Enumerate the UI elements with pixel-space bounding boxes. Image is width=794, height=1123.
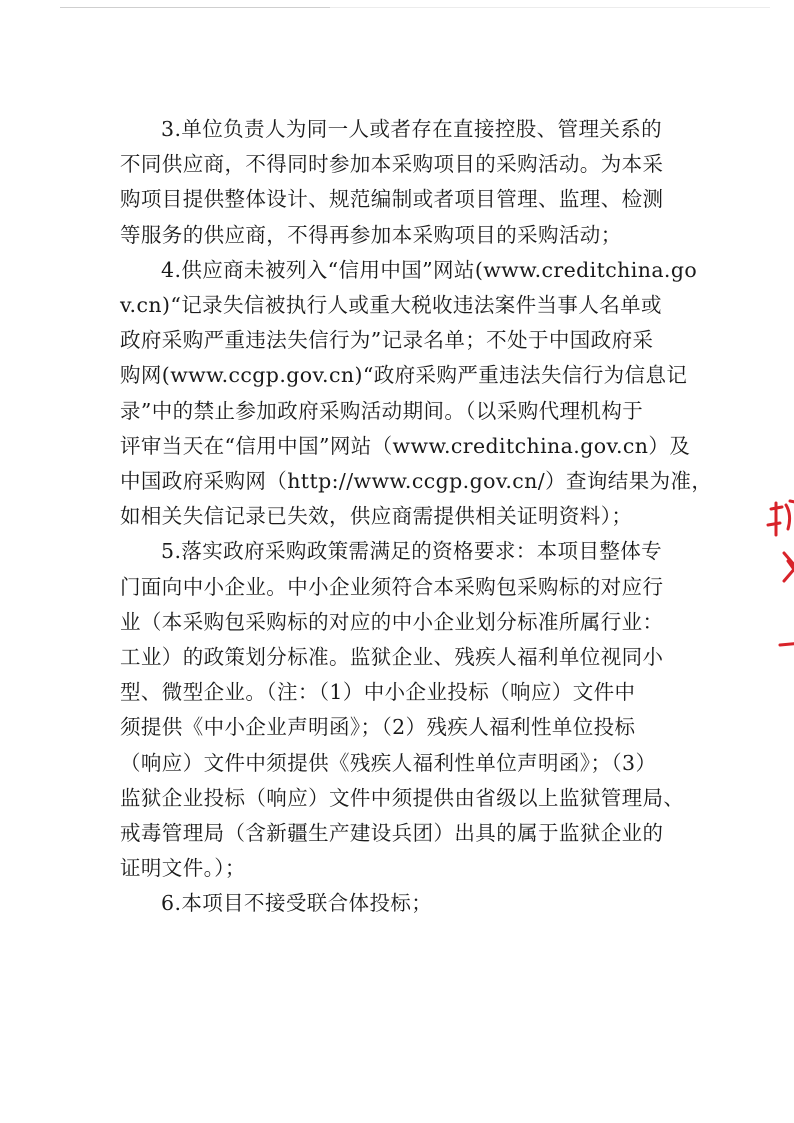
text-line: 政府采购严重违法失信行为”记录名单；不处于中国政府采 <box>120 328 654 353</box>
text-line: 等服务的供应商，不得再参加本采购项目的采购活动； <box>120 222 622 247</box>
text-line: 监狱企业投标（响应）文件中须提供由省级以上监狱管理局、 <box>120 785 685 810</box>
text-line: 录”中的禁止参加政府采购活动期间。（以采购代理机构于 <box>120 398 644 423</box>
text-line: 购网(www.ccgp.gov.cn)“政府采购严重违法失信行为信息记 <box>120 363 688 388</box>
text-line: 须提供《中小企业声明函》；（2）残疾人福利性单位投标 <box>120 715 636 740</box>
paragraph-item-6 <box>120 886 676 921</box>
text-line: 4.供应商未被列入“信用中国”网站(www.creditchina.go <box>161 257 698 282</box>
seal-stamp-fragment <box>762 495 794 665</box>
text-line: 中国政府采购网（http://www.ccgp.gov.cn/）查询结果为准， <box>120 469 713 494</box>
text-line: 证明文件。）； <box>120 856 246 881</box>
paragraph-item-4 <box>120 253 713 535</box>
text-line: 门面向中小企业。中小企业须符合本采购包采购标的对应行 <box>120 574 664 599</box>
document-body <box>120 112 713 922</box>
text-line: 型、微型企业。（注：（1）中小企业投标（响应）文件中 <box>120 680 636 705</box>
text-line: 戒毒管理局（含新疆生产建设兵团）出具的属于监狱企业的 <box>120 821 664 846</box>
text-line: 6.本项目不接受联合体投标； <box>161 891 433 916</box>
text-line: 工业）的政策划分标准。监狱企业、残疾人福利单位视同小 <box>120 645 664 670</box>
text-line: 不同供应商，不得同时参加本采购项目的采购活动。为本采 <box>120 152 664 177</box>
paragraph-item-5 <box>120 534 685 886</box>
text-line: 3.单位负责人为同一人或者存在直接控股、管理关系的 <box>161 117 663 141</box>
scan-edge-line-faint <box>330 7 770 8</box>
scan-edge-line <box>60 7 330 8</box>
text-line: 5.落实政府采购政策需满足的资格要求：本项目整体专 <box>161 539 663 564</box>
paragraph-item-3 <box>120 112 676 253</box>
text-line: v.cn)“记录失信被执行人或重大税收违法案件当事人名单或 <box>120 293 662 318</box>
text-line: 购项目提供整体设计、规范编制或者项目管理、监理、检测 <box>120 187 664 212</box>
text-line: （响应）文件中须提供《残疾人福利性单位声明函》；（3） <box>120 750 657 775</box>
text-line: 评审当天在“信用中国”网站（www.creditchina.gov.cn）及 <box>120 433 691 458</box>
text-line: 如相关失信记录已失效，供应商需提供相关证明资料）； <box>120 504 633 529</box>
text-line: 业（本采购包采购标的对应的中小企业划分标准所属行业： <box>120 609 664 634</box>
